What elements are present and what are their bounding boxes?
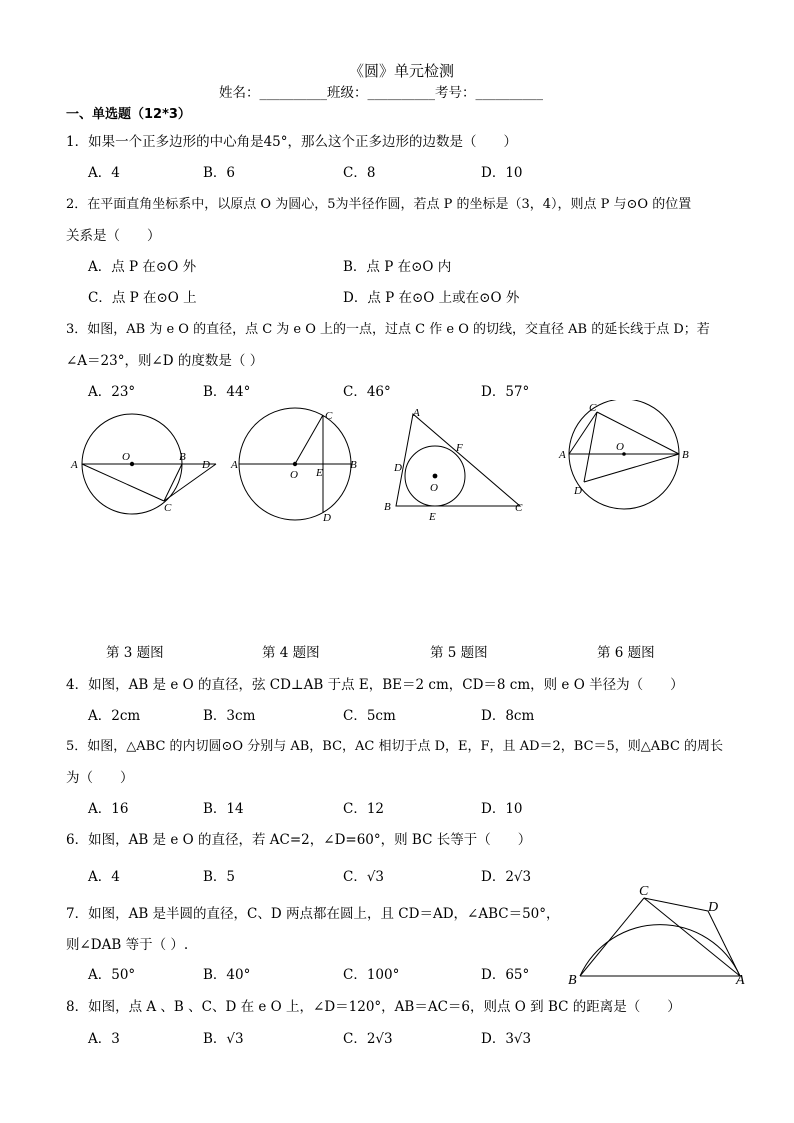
q1-option-a: A．4 bbox=[88, 165, 120, 181]
q3-option-d: D．57° bbox=[481, 384, 530, 400]
q5-option-b: B．14 bbox=[203, 801, 244, 817]
figure-q4 bbox=[226, 405, 371, 525]
q4-option-c: C．5cm bbox=[343, 708, 396, 724]
q4-option-a: A．2cm bbox=[88, 708, 141, 724]
question-3-stem-line1: 3．如图，AB 为 e O 的直径，点 C 为 e O 上的一点，过点 C 作 e O 的切线，交直径 AB 的延长线于点 D；若 bbox=[66, 322, 710, 337]
q8-option-a: A．3 bbox=[88, 1031, 120, 1047]
q4-option-b: B．3cm bbox=[203, 708, 256, 724]
fig4-label-d: D bbox=[323, 512, 331, 524]
q8-option-c: C．2√3 bbox=[343, 1031, 393, 1047]
figure-q6 bbox=[556, 400, 701, 510]
q2-option-a: A．点 P 在⊙O 外 bbox=[88, 259, 197, 275]
q6-option-c: C．√3 bbox=[343, 869, 385, 885]
student-info-line: 姓名：__________班级：__________考号：__________ bbox=[219, 85, 543, 101]
fig6-label-a: A bbox=[559, 449, 566, 461]
q1-option-b: B．6 bbox=[203, 165, 236, 181]
fig4-label-b: B bbox=[350, 459, 357, 471]
question-4-stem: 4．如图，AB 是 e O 的直径，弦 CD⊥AB 于点 E，BE＝2 cm，CD＝8 cm，则 e O 半径为（ ） bbox=[66, 677, 684, 693]
caption-fig6: 第 6 题图 bbox=[597, 645, 655, 661]
fig6-label-d: D bbox=[574, 485, 582, 497]
fig3-label-b: B bbox=[179, 451, 186, 463]
q7-option-d: D．65° bbox=[481, 967, 530, 983]
fig5-label-o: O bbox=[430, 482, 438, 494]
question-7-stem-line1: 7．如图，AB 是半圆的直径，C、D 两点都在圆上，且 CD＝AD，∠ABC＝50°， bbox=[66, 906, 560, 922]
q7-option-c: C．100° bbox=[343, 967, 400, 983]
fig5-label-b: B bbox=[384, 501, 391, 513]
fig7-label-d: D bbox=[708, 900, 719, 915]
fig5-label-c: C bbox=[515, 502, 523, 514]
figure-q3 bbox=[66, 410, 226, 520]
q2-option-d: D．点 P 在⊙O 上或在⊙O 外 bbox=[343, 290, 520, 306]
fig4-label-o: O bbox=[290, 469, 298, 481]
fig5-label-d: D bbox=[394, 462, 402, 474]
question-2-stem-line2: 关系是（ ） bbox=[66, 228, 161, 244]
question-5-stem-line1: 5．如图，△ABC 的内切圆⊙O 分别与 AB，BC，AC 相切于点 D，E，F，且 AD＝2，BC＝5，则△ABC 的周长 bbox=[66, 739, 724, 754]
fig3-label-a: A bbox=[71, 459, 78, 471]
question-2-stem-line1: 2．在平面直角坐标系中，以原点 O 为圆心，5为半径作圆，若点 P 的坐标是（3，4），则点 P 与⊙O 的位置 bbox=[66, 197, 692, 212]
q5-option-a: A．16 bbox=[88, 801, 129, 817]
fig3-label-d: D bbox=[202, 459, 210, 471]
fig5-label-f: F bbox=[456, 442, 463, 454]
fig6-label-o: O bbox=[616, 441, 624, 453]
q8-option-d: D．3√3 bbox=[481, 1031, 532, 1047]
caption-fig5: 第 5 题图 bbox=[430, 645, 488, 661]
q7-option-a: A．50° bbox=[88, 967, 136, 983]
q3-option-b: B．44° bbox=[203, 384, 251, 400]
fig7-label-b: B bbox=[568, 973, 577, 988]
question-3-stem-line2: ∠A＝23°，则∠D 的度数是（ ） bbox=[66, 353, 264, 369]
q6-option-a: A．4 bbox=[88, 869, 120, 885]
question-8-stem: 8．如图，点 A 、B 、C、D 在 e O 上，∠D＝120°，AB＝AC＝6，则点 O 到 BC 的距离是（ ） bbox=[66, 999, 681, 1015]
question-7-stem-line2: 则∠DAB 等于（ ）. bbox=[66, 937, 189, 953]
q1-option-c: C．8 bbox=[343, 165, 376, 181]
q4-option-d: D．8cm bbox=[481, 708, 535, 724]
question-1-stem: 1．如果一个正多边形的中心角是45°，那么这个正多边形的边数是（ ） bbox=[66, 134, 518, 150]
fig4-label-e: E bbox=[316, 467, 323, 479]
figure-q5 bbox=[378, 400, 533, 525]
question-5-stem-line2: 为（ ） bbox=[66, 770, 134, 786]
q1-option-d: D．10 bbox=[481, 165, 523, 181]
figure-q7 bbox=[562, 880, 762, 990]
fig5-label-a: A bbox=[413, 407, 420, 419]
q6-option-d: D．2√3 bbox=[481, 869, 532, 885]
q5-option-c: C．12 bbox=[343, 801, 385, 817]
fig4-label-a: A bbox=[231, 459, 238, 471]
fig6-label-b: B bbox=[682, 449, 689, 461]
q7-option-b: B．40° bbox=[203, 967, 251, 983]
fig7-label-a: A bbox=[736, 973, 745, 988]
caption-fig4: 第 4 题图 bbox=[262, 645, 320, 661]
q3-option-a: A．23° bbox=[88, 384, 136, 400]
q8-option-b: B．√3 bbox=[203, 1031, 244, 1047]
q6-option-b: B．5 bbox=[203, 869, 236, 885]
question-6-stem: 6．如图，AB 是 e O 的直径，若 AC=2，∠D=60°，则 BC 长等于（ ） bbox=[66, 832, 532, 848]
fig3-label-c: C bbox=[164, 502, 172, 514]
fig4-label-c: C bbox=[325, 410, 333, 422]
q5-option-d: D．10 bbox=[481, 801, 523, 817]
fig7-label-c: C bbox=[639, 884, 649, 899]
fig6-label-c: C bbox=[589, 402, 597, 414]
section-heading: 一、单选题（12*3） bbox=[66, 107, 191, 122]
q2-option-b: B．点 P 在⊙O 内 bbox=[343, 259, 452, 275]
fig5-label-e: E bbox=[429, 511, 436, 523]
q2-option-c: C．点 P 在⊙O 上 bbox=[88, 290, 197, 306]
q3-option-c: C．46° bbox=[343, 384, 391, 400]
caption-fig3: 第 3 题图 bbox=[106, 645, 164, 661]
page-title: 《圆》单元检测 bbox=[349, 62, 455, 80]
fig3-label-o: O bbox=[122, 451, 130, 463]
